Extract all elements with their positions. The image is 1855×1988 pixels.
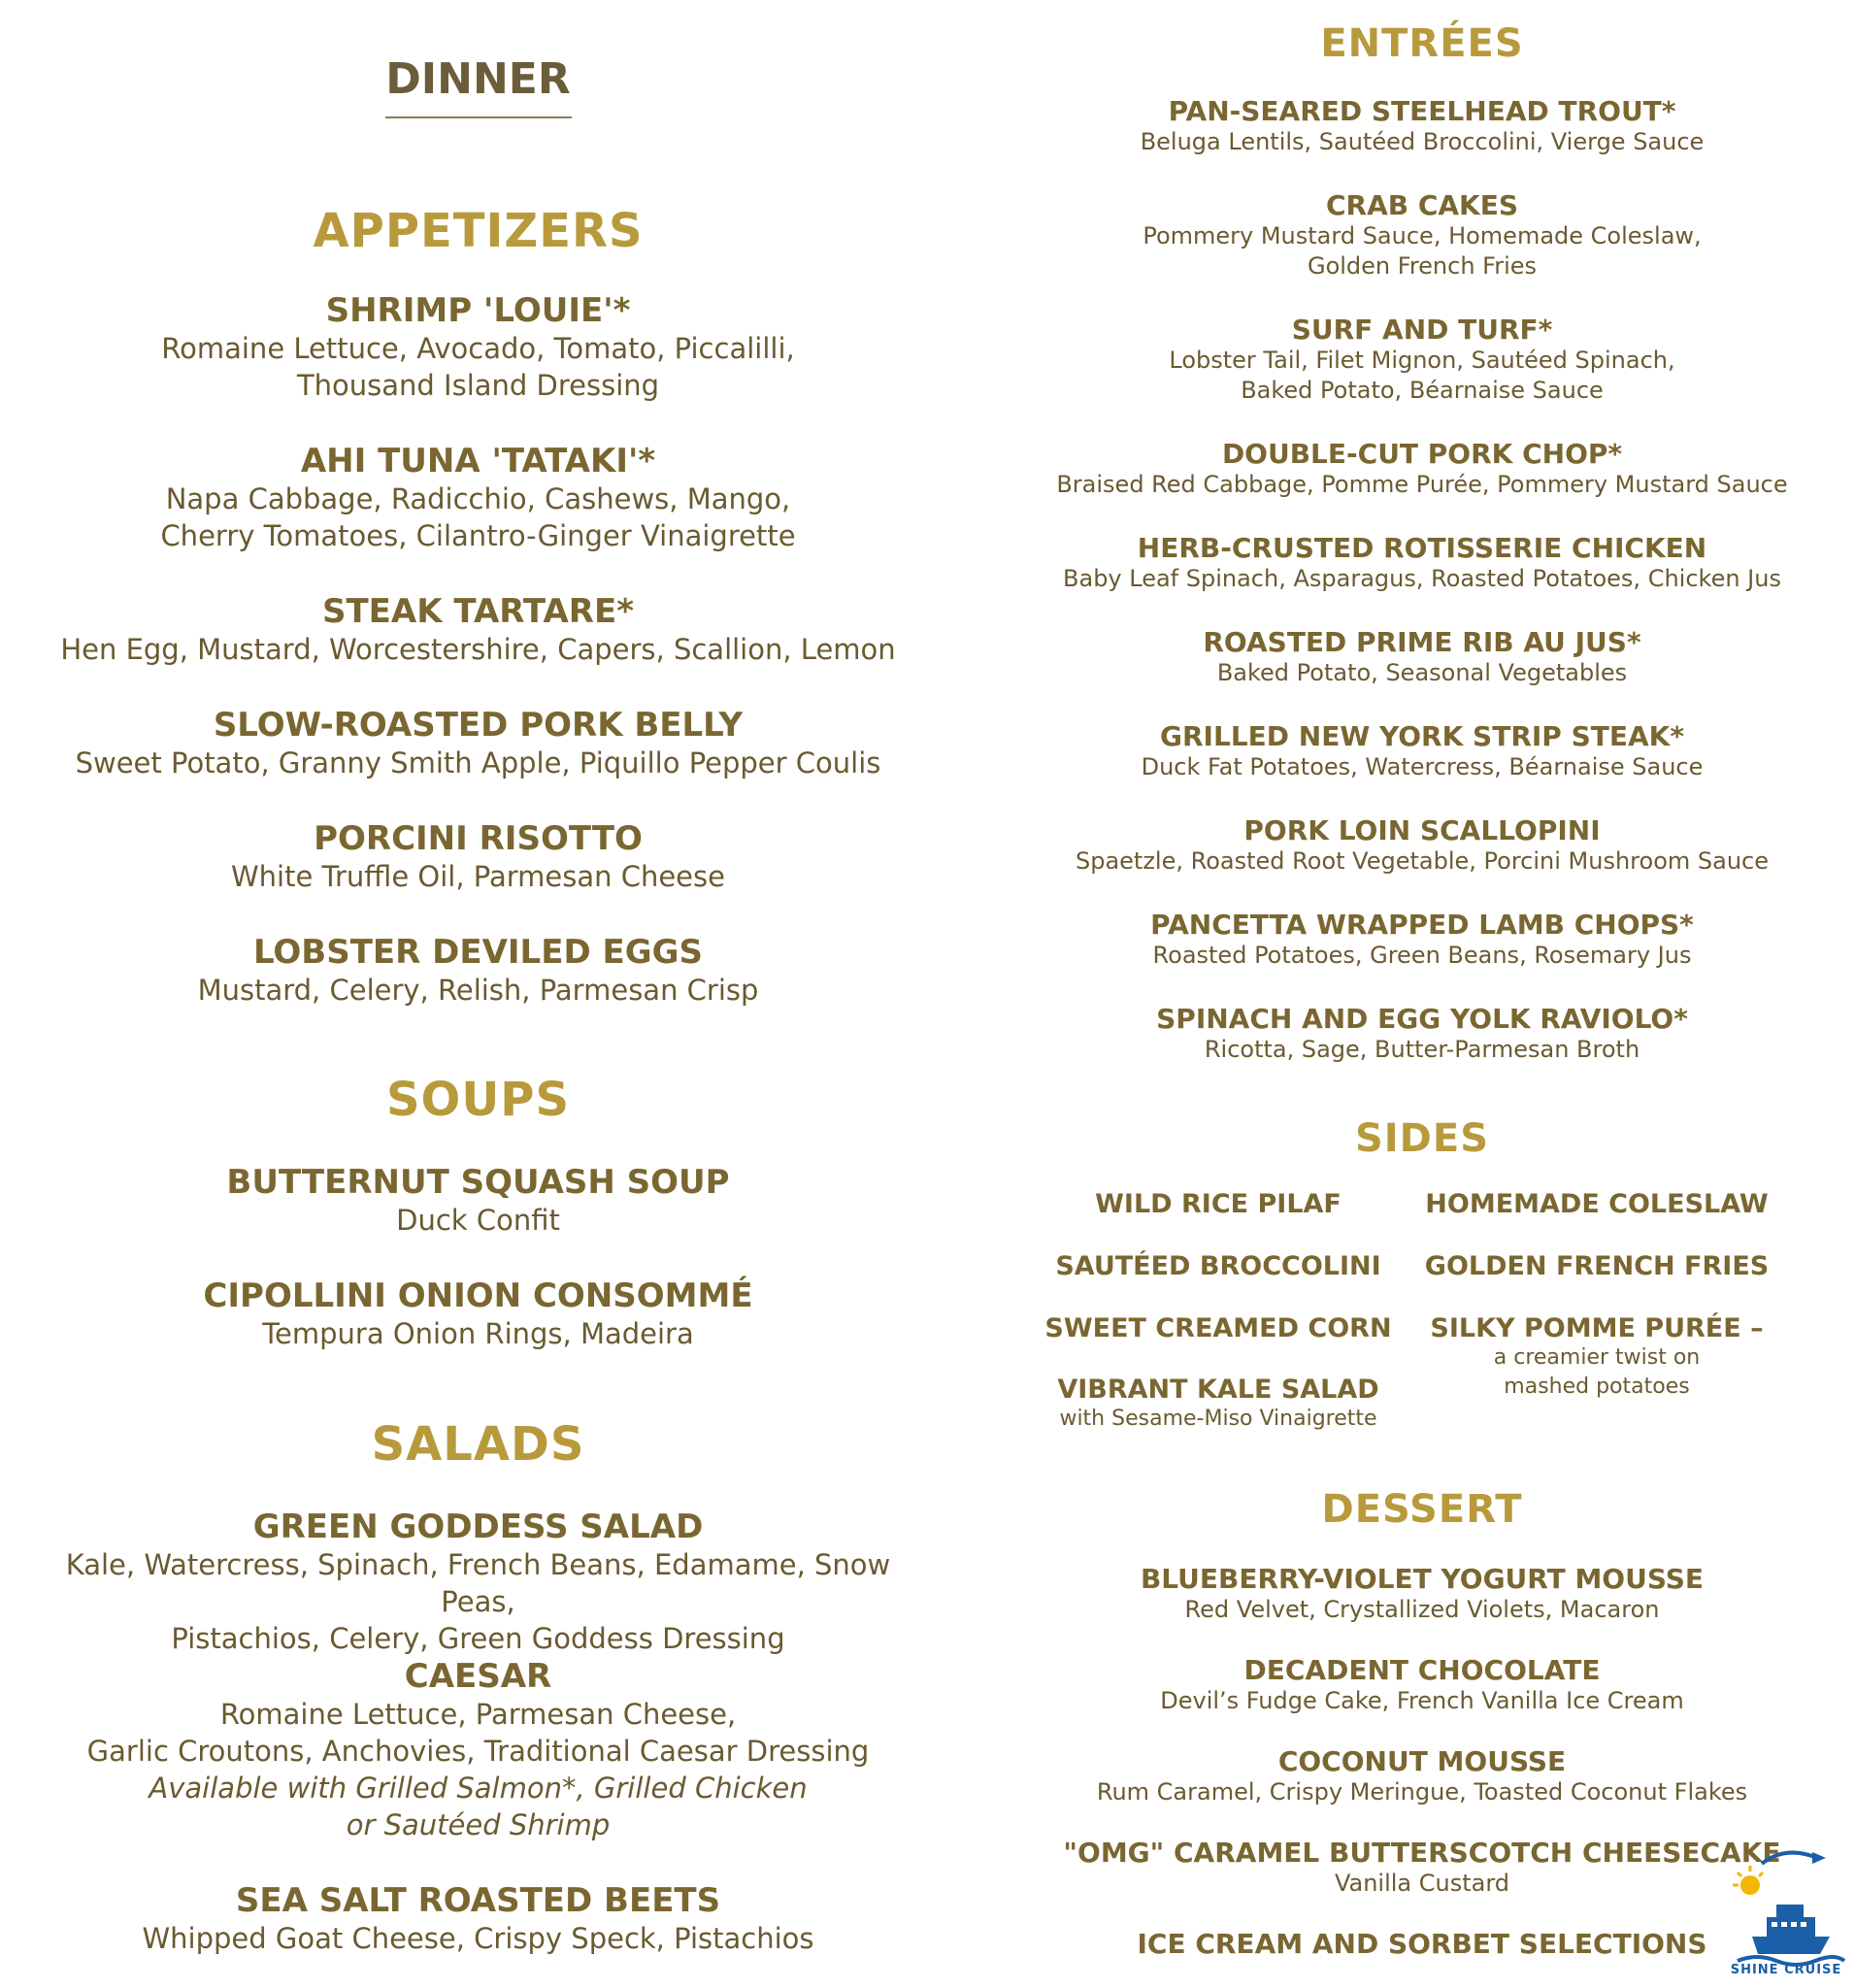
item-name: PORK LOIN SCALLOPINI <box>1243 814 1601 846</box>
item-description: Baked Potato, Seasonal Vegetables <box>1216 659 1628 686</box>
item-note: or Sautéed Shrimp <box>346 1808 611 1841</box>
section-heading-appetizers: APPETIZERS <box>313 204 644 258</box>
item-description: Whipped Goat Cheese, Crispy Speck, Pistachios <box>142 1922 814 1955</box>
menu-item <box>1019 1837 1825 1899</box>
item-description: Baked Potato, Béarnaise Sauce <box>1241 377 1604 404</box>
menu-item <box>1019 189 1825 282</box>
item-name: ICE CREAM AND SORBET SELECTIONS <box>1137 1928 1707 1960</box>
side-item <box>1412 1189 1781 1219</box>
menu-item <box>1019 314 1825 406</box>
item-description: a creamier twist on <box>1493 1345 1701 1370</box>
menu-item <box>39 442 917 554</box>
menu-item <box>39 706 917 781</box>
shine-cruise-logo-icon <box>1723 1844 1849 1980</box>
section-heading-soups: SOUPS <box>385 1073 571 1127</box>
item-description: Vanilla Custard <box>1334 1870 1510 1897</box>
side-item <box>1034 1189 1403 1219</box>
side-item <box>1034 1313 1403 1343</box>
menu-item <box>39 1657 917 1843</box>
item-name: SPINACH AND EGG YOLK RAVIOLO* <box>1156 1003 1688 1035</box>
section-heading-sides: SIDES <box>1354 1116 1490 1161</box>
item-name: SWEET CREAMED CORN <box>1044 1313 1392 1343</box>
menu-item <box>1019 1928 1825 1960</box>
item-name: BLUEBERRY-VIOLET YOGURT MOUSSE <box>1140 1563 1705 1595</box>
item-name: BUTTERNUT SQUASH SOUP <box>226 1163 730 1202</box>
title-underline <box>385 116 572 118</box>
item-name: COCONUT MOUSSE <box>1277 1745 1567 1777</box>
item-name: WILD RICE PILAF <box>1095 1189 1342 1219</box>
item-name: PAN-SEARED STEELHEAD TROUT* <box>1168 95 1676 127</box>
menu-item <box>39 819 917 895</box>
item-name: ROASTED PRIME RIB AU JUS* <box>1203 626 1641 658</box>
item-description: mashed potatoes <box>1504 1375 1690 1399</box>
menu-item <box>1019 814 1825 877</box>
item-description: White Truffle Oil, Parmesan Cheese <box>231 860 725 893</box>
item-name: GRILLED NEW YORK STRIP STEAK* <box>1160 720 1684 752</box>
item-description: Cherry Tomatoes, Cilantro-Ginger Vinaigrette <box>160 519 796 552</box>
menu-item <box>39 1163 917 1239</box>
menu-item <box>1019 532 1825 594</box>
menu-item <box>1019 1745 1825 1807</box>
menu-item <box>39 1276 917 1352</box>
menu-item <box>1019 1654 1825 1716</box>
side-item <box>1034 1251 1403 1281</box>
item-description: Lobster Tail, Filet Mignon, Sautéed Spinach, <box>1169 347 1675 374</box>
item-description: Braised Red Cabbage, Pomme Purée, Pommery Mustard Sauce <box>1056 471 1788 498</box>
menu-item <box>1019 1003 1825 1065</box>
side-item <box>1412 1251 1781 1281</box>
item-name: CRAB CAKES <box>1325 189 1519 221</box>
side-item <box>1034 1375 1403 1434</box>
item-name: PORCINI RISOTTO <box>314 819 643 858</box>
item-name: AHI TUNA 'TATAKI'* <box>300 442 656 480</box>
item-description: Duck Confit <box>396 1204 560 1237</box>
item-description: Spaetzle, Roasted Root Vegetable, Porcini Mushroom Sauce <box>1075 847 1769 875</box>
item-description: Devil’s Fudge Cake, French Vanilla Ice Cream <box>1160 1687 1684 1714</box>
item-name: SLOW-ROASTED PORK BELLY <box>213 706 744 745</box>
item-description: Baby Leaf Spinach, Asparagus, Roasted Potatoes, Chicken Jus <box>1063 565 1781 592</box>
item-description: Mustard, Celery, Relish, Parmesan Crisp <box>197 974 759 1007</box>
menu-item <box>1019 438 1825 500</box>
item-description: Ricotta, Sage, Butter-Parmesan Broth <box>1204 1036 1640 1063</box>
item-description: Pommery Mustard Sauce, Homemade Coleslaw, <box>1143 222 1702 249</box>
item-name: SHRIMP 'LOUIE'* <box>325 291 631 330</box>
item-name: HOMEMADE COLESLAW <box>1425 1189 1769 1219</box>
logo-text: SHINE CRUISE <box>1730 1963 1842 1977</box>
item-name: VIBRANT KALE SALAD <box>1057 1375 1379 1405</box>
item-description: Thousand Island Dressing <box>296 369 660 402</box>
item-description: Kale, Watercress, Spinach, French Beans, Edamame, Snow Peas, <box>65 1548 891 1618</box>
item-description: Pistachios, Celery, Green Goddess Dressing <box>171 1622 785 1655</box>
menu-item <box>39 1508 917 1657</box>
menu-item <box>39 291 917 404</box>
item-name: GREEN GODDESS SALAD <box>252 1508 704 1546</box>
section-heading-salads: SALADS <box>371 1417 585 1472</box>
section-heading-dessert: DESSERT <box>1321 1487 1523 1532</box>
menu-item <box>39 1881 917 1957</box>
menu-item <box>39 592 917 668</box>
item-description: Roasted Potatoes, Green Beans, Rosemary Jus <box>1152 942 1692 969</box>
item-description: Red Velvet, Crystallized Violets, Macaron <box>1184 1596 1660 1623</box>
item-name: CAESAR <box>404 1657 552 1696</box>
item-name: PANCETTA WRAPPED LAMB CHOPS* <box>1150 909 1694 941</box>
item-description: Romaine Lettuce, Parmesan Cheese, <box>219 1698 737 1731</box>
section-heading-entrees: ENTRÉES <box>1320 21 1524 66</box>
item-name: LOBSTER DEVILED EGGS <box>252 933 704 972</box>
item-description: Romaine Lettuce, Avocado, Tomato, Piccalilli, <box>161 332 795 365</box>
menu-item <box>1019 626 1825 688</box>
item-note: Available with Grilled Salmon*, Grilled Chicken <box>149 1772 808 1805</box>
item-description: Sweet Potato, Granny Smith Apple, Piquillo Pepper Coulis <box>75 746 881 779</box>
item-description: Garlic Croutons, Anchovies, Traditional Caesar Dressing <box>86 1735 870 1768</box>
menu-title: DINNER <box>385 54 571 104</box>
item-name: SAUTÉED BROCCOLINI <box>1055 1251 1381 1281</box>
menu-item <box>1019 720 1825 782</box>
item-description: Rum Caramel, Crispy Meringue, Toasted Coconut Flakes <box>1096 1778 1748 1806</box>
item-name: HERB-CRUSTED ROTISSERIE CHICKEN <box>1137 532 1707 564</box>
side-item <box>1412 1313 1781 1402</box>
item-name: GOLDEN FRENCH FRIES <box>1424 1251 1770 1281</box>
item-name: "OMG" CARAMEL BUTTERSCOTCH CHEESECAKE <box>1063 1837 1781 1869</box>
item-description: Beluga Lentils, Sautéed Broccolini, Vierge Sauce <box>1140 128 1705 155</box>
item-name: CIPOLLINI ONION CONSOMMÉ <box>203 1276 753 1315</box>
item-name: DECADENT CHOCOLATE <box>1243 1654 1601 1686</box>
item-name: SEA SALT ROASTED BEETS <box>235 1881 721 1920</box>
item-description: Duck Fat Potatoes, Watercress, Béarnaise Sauce <box>1141 753 1704 780</box>
item-description: Napa Cabbage, Radicchio, Cashews, Mango, <box>165 482 791 515</box>
item-description: with Sesame-Miso Vinaigrette <box>1059 1407 1377 1431</box>
menu-item <box>1019 909 1825 971</box>
item-description: Golden French Fries <box>1307 252 1538 280</box>
item-name: SURF AND TURF* <box>1291 314 1553 346</box>
menu-item <box>1019 1563 1825 1625</box>
item-description: Tempura Onion Rings, Madeira <box>262 1317 694 1350</box>
menu-item <box>39 933 917 1009</box>
menu-item <box>1019 95 1825 157</box>
item-name: STEAK TARTARE* <box>322 592 634 631</box>
item-name: SILKY POMME PURÉE – <box>1430 1313 1764 1343</box>
item-description: Hen Egg, Mustard, Worcestershire, Capers, Scallion, Lemon <box>60 633 896 666</box>
item-name: DOUBLE-CUT PORK CHOP* <box>1221 438 1623 470</box>
